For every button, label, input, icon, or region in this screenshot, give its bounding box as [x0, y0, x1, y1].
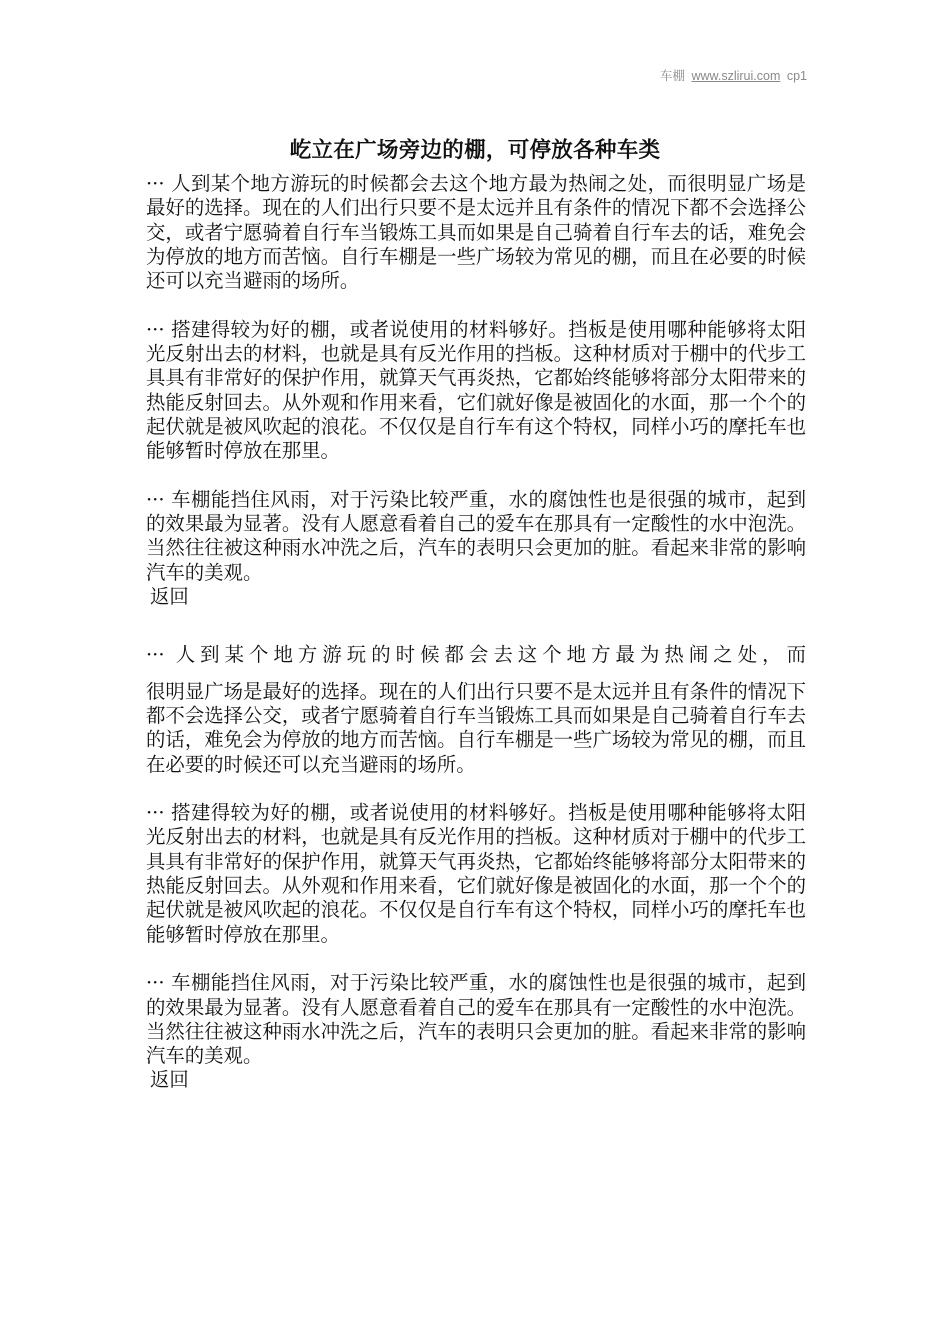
- page-title: 屹立在广场旁边的棚，可停放各种车类: [289, 138, 661, 163]
- paragraph-4-first-line: ··· 人到某个地方游玩的时候都会去这个地方最为热闹之处，而: [146, 643, 806, 667]
- article-body: [146, 172, 806, 1093]
- back-link-2[interactable]: 返回: [150, 1068, 189, 1092]
- header-page-code: cp1: [786, 69, 807, 83]
- paragraph-3: ··· 车棚能挡住风雨，对于污染比较严重，水的腐蚀性也是很强的城市，起到的效果最为显著。没有人愿意看着自己的爱车在那具有一定酸性的水中泡洗。当然往往被这种雨水冲洗之后，汽车的表明只会更加的脏。看起来非常的影响汽车的美观。: [146, 487, 806, 584]
- paragraph-4-rest: 很明显广场是最好的选择。现在的人们出行只要不是太远并且有条件的情况下都不会选择公交，或者宁愿骑着自行车当锻炼工具而如果是自己骑着自行车去的话，难免会为停放的地方而苦恼。自行车棚是一些广场较为常见的棚，而且在必要的时候还可以充当避雨的场所。: [146, 679, 806, 776]
- paragraph-4: [146, 643, 806, 776]
- page-header: [660, 66, 807, 84]
- back-link[interactable]: 返回: [150, 585, 189, 609]
- header-site-link[interactable]: www.szlirui.com: [691, 69, 781, 83]
- section-divider: [146, 609, 806, 643]
- paragraph-5: ··· 搭建得较为好的棚，或者说使用的材料够好。挡板是使用哪种能够将太阳光反射出去的材料，也就是具有反光作用的挡板。这种材质对于棚中的代步工具具有非常好的保护作用，就算天气再炎热，它都始终能够将部分太阳带来的热能反射回去。从外观和作用来看，它们就好像是被固化的水面，那一个个的起伏就是被风吹起的浪花。不仅仅是自行车有这个特权，同样小巧的摩托车也能够暂时停放在那里。: [146, 801, 806, 946]
- paragraph-6: ··· 车棚能挡住风雨，对于污染比较严重，水的腐蚀性也是很强的城市，起到的效果最为显著。没有人愿意看着自己的爱车在那具有一定酸性的水中泡洗。当然往往被这种雨水冲洗之后，汽车的表明只会更加的脏。看起来非常的影响汽车的美观。: [146, 971, 806, 1068]
- paragraph-2: ··· 搭建得较为好的棚，或者说使用的材料够好。挡板是使用哪种能够将太阳光反射出去的材料，也就是具有反光作用的挡板。这种材质对于棚中的代步工具具有非常好的保护作用，就算天气再炎热，它都始终能够将部分太阳带来的热能反射回去。从外观和作用来看，它们就好像是被固化的水面，那一个个的起伏就是被风吹起的浪花。不仅仅是自行车有这个特权，同样小巧的摩托车也能够暂时停放在那里。: [146, 317, 806, 463]
- paragraph-1: ··· 人到某个地方游玩的时候都会去这个地方最为热闹之处，而很明显广场是最好的选择。现在的人们出行只要不是太远并且有条件的情况下都不会选择公交，或者宁愿骑着自行车当锻炼工具而如果是自己骑着自行车去的话，难免会为停放的地方而苦恼。自行车棚是一些广场较为常见的棚，而且在必要的时候还可以充当避雨的场所。: [146, 172, 806, 293]
- header-category: 车棚: [659, 69, 685, 83]
